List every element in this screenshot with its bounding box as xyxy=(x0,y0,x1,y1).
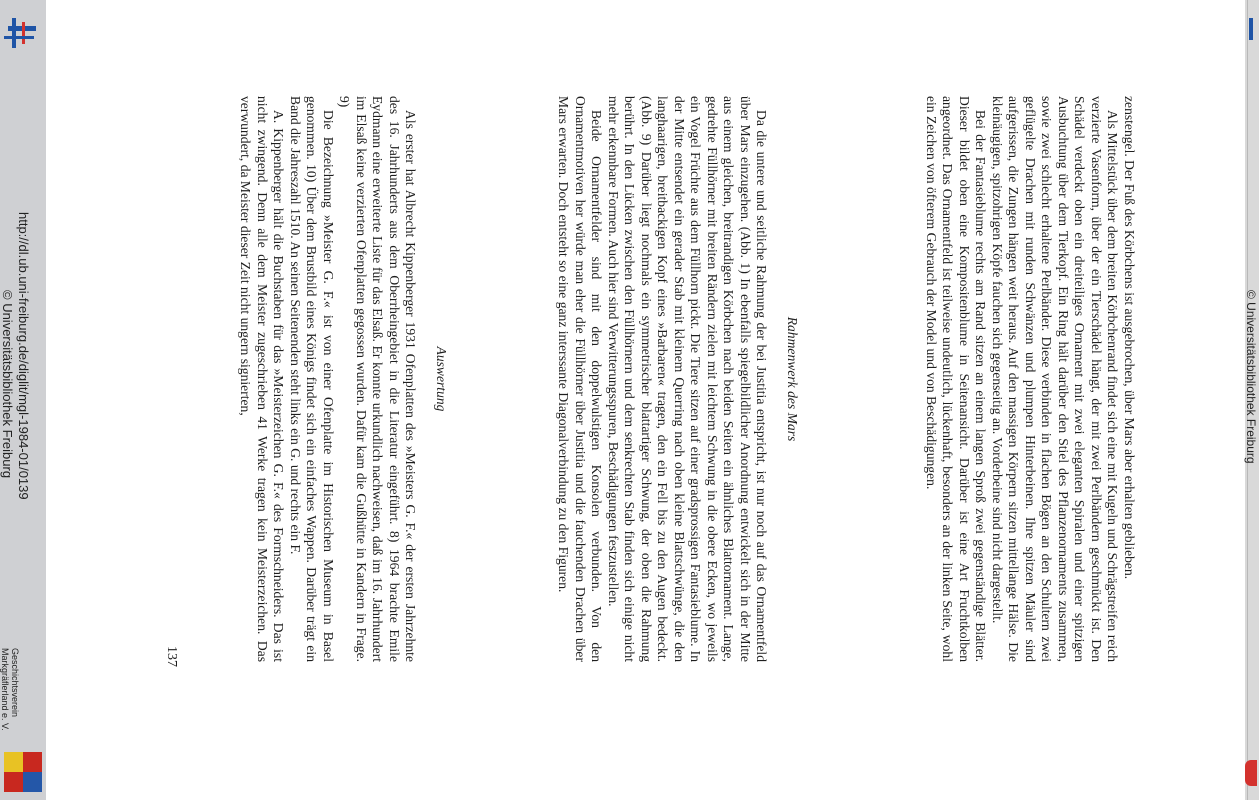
coat-of-arms-icon xyxy=(1245,760,1257,786)
text-column-2 xyxy=(555,96,800,662)
section-heading: Auswertung xyxy=(434,346,449,412)
paragraph: Als erster hat Albrecht Kippenberger 1931 Ofenplatten des »Meisters G. F.« der ersten Jahrzehnte des 16. Jahrhunderts aus dem Oberrheingebiet in die Literatur eingeführt. 8) 1964 brachte Emile Eydmann eine erweiterte Liste für das Elsaß. Er konnte urkundlich nachweisen, daß im 16. Jahrhundert im Elsaß keine verzierten Ofenplatten gegossen wurden. Dafür kam die Gußhütte in Kandern in Frage. 9) xyxy=(337,96,419,662)
paragraph: zenstengel. Der Fuß des Körbchens ist ausgebrochen, über Mars aber erhalten geblieben. xyxy=(1122,96,1137,580)
paragraph: Beide Ornamentfelder sind mit den doppelwulstigen Konsolen verbunden. Von den Ornamentmotiven her würde man eher die Füllhörner über Justitia und die fauchenden Drachen über Mars erwarten. Doch entsteht so eine ganz interssante Diagonalverbindung zu den Figuren. xyxy=(556,96,605,662)
page-number: 137 xyxy=(164,646,179,667)
paragraph: A. Kippenberger hält die Buchstaben für das »Meisterzeichen G. F.« des Formschneiders. Das ist nicht zwingend. Denn alle dem Meister zugeschrieben 41 Werke tragen kein Meisterzeichen. Das verwundert, da Meister dieser Zeit nicht ungern signierten, xyxy=(238,96,287,662)
coat-of-arms-icon xyxy=(4,752,42,792)
paragraph: Bei der Fantasieblume rechts am Rand sitzen an einem langen Sproß zwei gegenständige Blätter. Dieser bildet oben eine Kompositenblume in Seitenansicht. Darüber ist eine Art Fruchtkolben angeordnet. Das Ornamentfeld ist teilweise undeutlich, lückenhaft, besonders an der linken Seite, wohl ein Zeichen von öfterem Gebrauch der Model und von Beschädigungen. xyxy=(924,96,989,662)
library-logo-icon xyxy=(2,18,38,48)
next-page-edge[interactable] xyxy=(1245,0,1259,800)
library-logo-icon xyxy=(1249,18,1253,40)
text-column-3 xyxy=(237,96,449,662)
copyright-notice-edge: © Universitätsbibliothek Freiburg xyxy=(1244,290,1258,464)
publisher-name xyxy=(0,648,20,731)
publisher-line-2: Markgräflerland e. V. xyxy=(0,648,10,731)
paragraph: Als Mittelstück über dem breiten Körbchenrand findet sich eine mit Kugeln und Schrägstreifen reich verzierte Vasenform, über der ein Tierschädel hängt, der mit zwei Perlbändern geschmückt ist. Den Schädel verdeckt oben ein dreiteiliges Ornament mit zwei eleganten Spiralen und einer spitzigen Ausbuchtung über dem Tierkopf. Ein Ring hält darüber den Stiel des Pflanzenornaments zusammen, sowie zwei schlecht erhaltene Perlbänder. Diese verbinden in flachen Bögen an den Schultern zwei geflügelte Drachen mit runden Schwänzen und plumpen Hinterbeinen. Ihre spitzen Mäuler sind aufgerissen, die Zungen hängen weit heraus. Auf den massigen Körpern sitzen mittellange Hälse. Die kleinäugigen, spitzohrigen Köpfe fauchen sich gegenseitig an. Vorderbeine sind nicht dargestellt. xyxy=(990,96,1121,662)
text-column-1 xyxy=(923,96,1138,662)
viewer-sidebar xyxy=(0,0,46,800)
source-url[interactable]: http://dl.ub.uni-freiburg.de/diglit/mgl-1984-01/0139 xyxy=(16,212,31,500)
copyright-notice: © Universitätsbibliothek Freiburg xyxy=(0,290,15,479)
paragraph: Die Bezeichnung »Meister G. F.« ist von einer Ofenplatte im Historischen Museum in Basel genommen. 10) Über dem Brustbild eines Königs findet sich ein einfaches Wappen. Darüber trägt ein Band die Jahreszahl 1510. An seinen Seitenenden steht links ein G. und rechts ein F. xyxy=(288,96,336,662)
paragraph: Da die untere und seitliche Rahmung der bei Justitia entspricht, ist nur noch auf das Ornamentfeld über Mars einzugehen. (Abb. 1) In ebenfalls spiegelbildlicher Anordnung entwickelt sich in der Mitte aus einem gleichen, breitrandigen Körbchen nach beiden Seiten ein ähnliches Blattornament. Lange, gedrehte Füllhörner mit breiten Rändern zielen mit leichtem Schwung in die obere Ecken, wo jeweils ein Vogel Früchte aus dem Füllhorn pickt. Die Tiere sitzen auf einer gradsprossigen Fantasieblume. In der Mitte entsendet ein gerader Stab mit kleinem Querring nach oben kleine Blattschwünge, die den langhaarigen, breitbackigen Kopf eines »Barbaren« tragen, den ein Fell bis zu den Augen bedeckt. (Abb. 9) Darüber liegt nochmals ein symmetrischer blattartiger Schwung, der oben die Rahmung berührt. In den Lücken zwischen den Füllhörnern und dem senkrechten Stab finden sich einige nicht mehr erkennbare Formen. Auch hier sind Verwitterungsspuren, Beschädigungen festzustellen. xyxy=(606,96,770,662)
section-heading: Rahmenwerk des Mars xyxy=(785,316,800,442)
publisher-line-1: Geschichtsverein xyxy=(10,648,20,718)
